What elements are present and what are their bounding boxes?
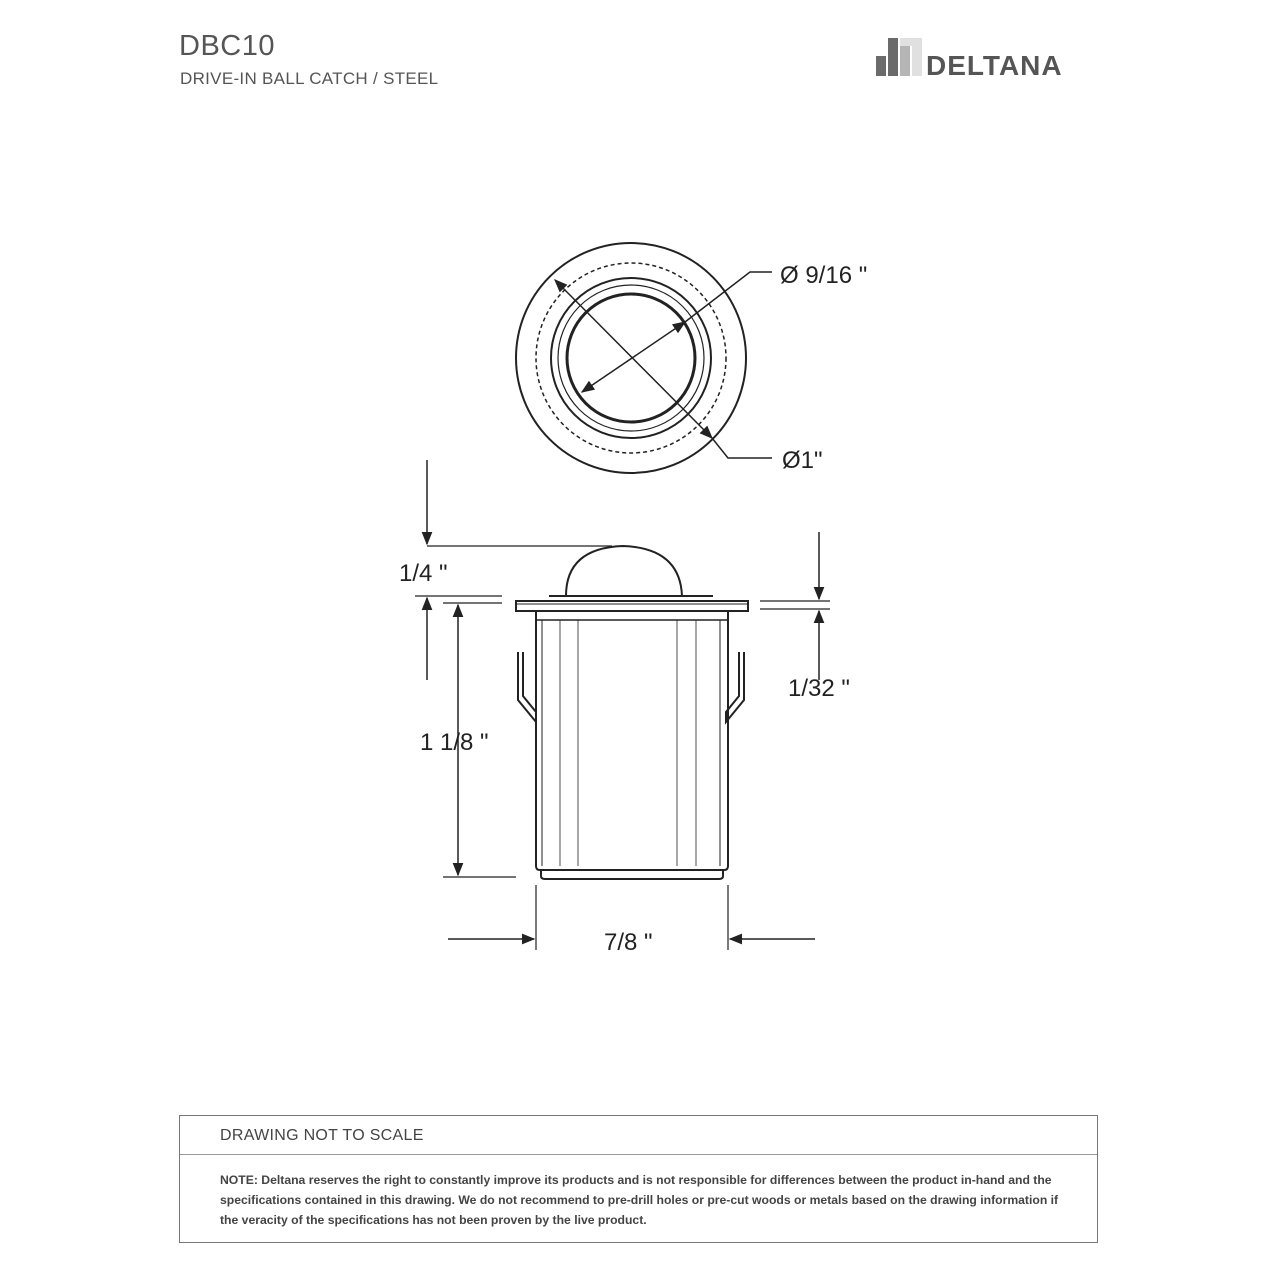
inner-diameter-label: Ø 9/16 " (780, 262, 868, 289)
body-height-label: 1 1/8 " (420, 729, 489, 756)
top-view (516, 243, 772, 473)
ball-height-label: 1/4 " (399, 560, 448, 587)
outer-diameter-leader (712, 438, 772, 458)
body-width-label: 7/8 " (604, 929, 653, 956)
flange (516, 601, 748, 611)
note-divider (180, 1154, 1097, 1155)
ball-dome (566, 546, 682, 596)
left-spring-tab (518, 652, 536, 722)
product-description: DRIVE-IN BALL CATCH / STEEL (180, 69, 439, 88)
side-view (415, 460, 830, 950)
note-text: NOTE: Deltana reserves the right to constantly improve its products and is not responsible for differences between the product in-hand and the specifications contained in this drawing. We do not recommend to pre-drill holes or pre-cut woods or metals based on the drawing information if the veracity of the specifications has not been proven by the live product. (220, 1173, 1059, 1227)
outer-diameter-label: Ø1" (782, 447, 823, 474)
product-code: DBC10 (179, 30, 275, 62)
body (536, 611, 728, 870)
note-box (179, 1115, 1098, 1243)
flange-thickness-label: 1/32 " (788, 675, 850, 702)
note-heading: DRAWING NOT TO SCALE (220, 1127, 424, 1144)
body-bottom-lip (541, 870, 723, 879)
inner-diameter-arrow (582, 322, 685, 392)
brand-name: DELTANA (926, 50, 1063, 81)
